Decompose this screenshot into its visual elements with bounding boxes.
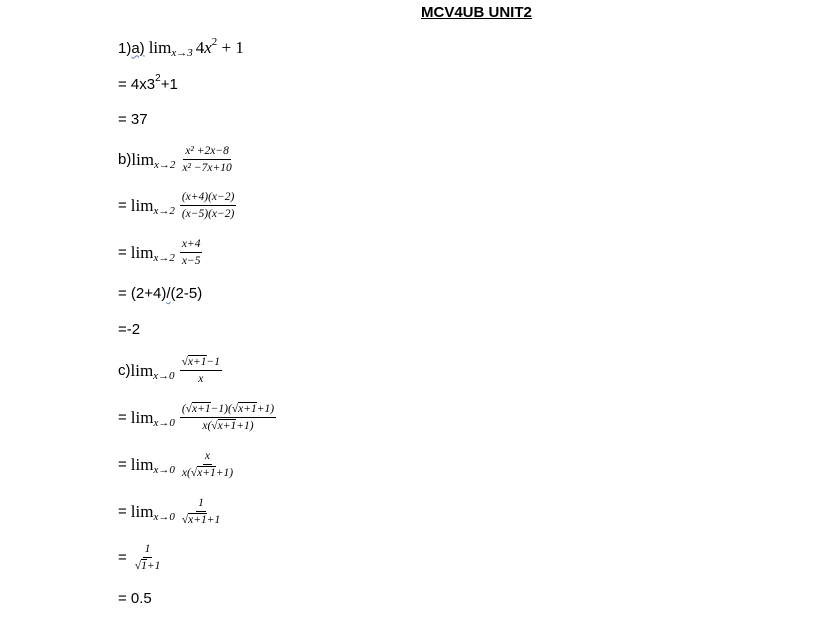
sqrt-symbol: √ — [134, 560, 142, 572]
step-c3 — [118, 496, 222, 527]
step-b2 — [118, 237, 202, 268]
numerator: x+4 — [180, 237, 203, 253]
radicand: x+1 — [191, 403, 211, 415]
denominator — [180, 512, 222, 527]
sqrt-symbol: √ — [190, 467, 198, 479]
step-b3-right: (2-5) — [170, 285, 203, 302]
part-label-a: a) — [131, 39, 145, 57]
lim-subscript: x→0 — [153, 369, 175, 382]
numerator — [180, 355, 222, 371]
var-x: x — [181, 467, 187, 479]
fraction — [180, 496, 222, 527]
expr-var: x — [204, 38, 212, 57]
part-label-b: b) — [118, 151, 132, 168]
paren: ) — [229, 467, 234, 479]
plus-one: +1 — [236, 420, 250, 432]
step-b3-slash: / — [166, 285, 171, 302]
numerator: 1 — [196, 496, 206, 512]
lim-subscript: x→2 — [153, 204, 175, 217]
minus-one: −1 — [210, 403, 225, 415]
numerator — [180, 402, 276, 418]
equals-sign: = — [118, 549, 127, 566]
radicand: x+1 — [217, 420, 237, 432]
document-title: MCV4UB UNIT2 — [421, 4, 532, 21]
radicand: 1 — [141, 560, 147, 572]
radicand: x+1 — [187, 356, 207, 368]
plus-one: +1 — [256, 403, 271, 415]
radicand: x+1 — [197, 467, 216, 479]
expr-exponent: 2 — [211, 36, 218, 48]
plus-one: +1 — [206, 514, 221, 526]
paren: ( — [227, 403, 232, 415]
denominator: x² −7x+10 — [182, 162, 232, 174]
plus-one: +1 — [146, 560, 161, 572]
equals-sign: = — [118, 503, 127, 520]
equals-sign: = — [118, 244, 127, 261]
lim-operator: lim — [130, 360, 154, 380]
question-number: 1) — [118, 39, 132, 57]
lim-subscript: x→2 — [154, 158, 176, 171]
lim-operator: lim — [130, 501, 154, 521]
step-b3-left: = (2+4) — [118, 285, 167, 302]
fraction — [180, 402, 276, 433]
part-label-c: c) — [118, 362, 131, 379]
fraction — [180, 355, 222, 386]
step-c1 — [118, 402, 276, 433]
fraction — [180, 190, 237, 221]
plus-one: +1 — [215, 467, 230, 479]
fraction — [180, 144, 233, 175]
numerator: (x+4)(x−2) — [180, 190, 237, 206]
fraction — [180, 237, 203, 268]
lim-subscript: x→0 — [153, 510, 175, 523]
expr-tail: + 1 — [217, 38, 244, 57]
denominator: (x−5)(x−2) — [181, 208, 235, 220]
lim-operator: lim — [148, 38, 172, 57]
var-x: x — [202, 420, 208, 432]
fraction — [133, 542, 163, 573]
lim-operator: lim — [130, 454, 154, 474]
sqrt-symbol: √ — [231, 403, 239, 415]
numerator: x — [203, 449, 212, 465]
step-a1 — [118, 73, 178, 93]
numerator: x² +2x−8 — [183, 144, 231, 160]
lim-operator: lim — [131, 149, 155, 169]
radicand: x+1 — [238, 403, 257, 415]
paren: ( — [186, 467, 191, 479]
step-a2 — [118, 111, 148, 128]
sqrt-symbol: √ — [181, 514, 189, 526]
denominator — [180, 465, 235, 480]
final-answer: = 0.5 — [118, 590, 152, 607]
question-c-line — [118, 355, 222, 386]
lim-subscript: x→2 — [153, 251, 175, 264]
lim-operator: lim — [130, 195, 154, 215]
denominator — [200, 418, 255, 433]
paren: ) — [270, 403, 275, 415]
minus-one: −1 — [206, 356, 221, 368]
lim-operator: lim — [130, 407, 154, 427]
step-a1-tail: +1 — [160, 76, 178, 93]
step-b3 — [118, 285, 202, 302]
numerator: 1 — [143, 542, 153, 558]
radicand: x+1 — [188, 514, 207, 526]
step-b1 — [118, 190, 236, 221]
step-a2-text: = 37 — [118, 111, 148, 128]
step-a1-text: = 4x3 — [118, 76, 156, 93]
step-b4 — [118, 321, 140, 338]
paren: ( — [207, 420, 212, 432]
step-c2 — [118, 449, 235, 480]
denominator — [133, 558, 163, 573]
question-a-line — [118, 38, 244, 58]
lim-subscript: x→0 — [153, 463, 175, 476]
fraction — [180, 449, 235, 480]
step-c5 — [118, 590, 152, 607]
step-a1-exponent: 2 — [155, 73, 161, 84]
paren: ( — [181, 403, 186, 415]
step-c4 — [118, 542, 162, 573]
lim-subscript: x→0 — [153, 416, 175, 429]
sqrt-symbol: √ — [181, 356, 188, 368]
denominator: x — [198, 373, 204, 385]
lim-subscript: x→3 — [171, 47, 193, 59]
expr-coeff: 4 — [195, 38, 205, 57]
sqrt-symbol: √ — [211, 420, 218, 432]
question-b-line — [118, 144, 234, 175]
denominator: x−5 — [181, 255, 201, 267]
lim-operator: lim — [130, 242, 154, 262]
step-b4-text: =-2 — [118, 321, 141, 338]
equals-sign: = — [118, 197, 127, 214]
sqrt-symbol: √ — [185, 403, 192, 415]
paren: ) — [249, 420, 254, 432]
paren: ) — [224, 403, 228, 415]
equals-sign: = — [118, 409, 127, 426]
equals-sign: = — [118, 456, 127, 473]
